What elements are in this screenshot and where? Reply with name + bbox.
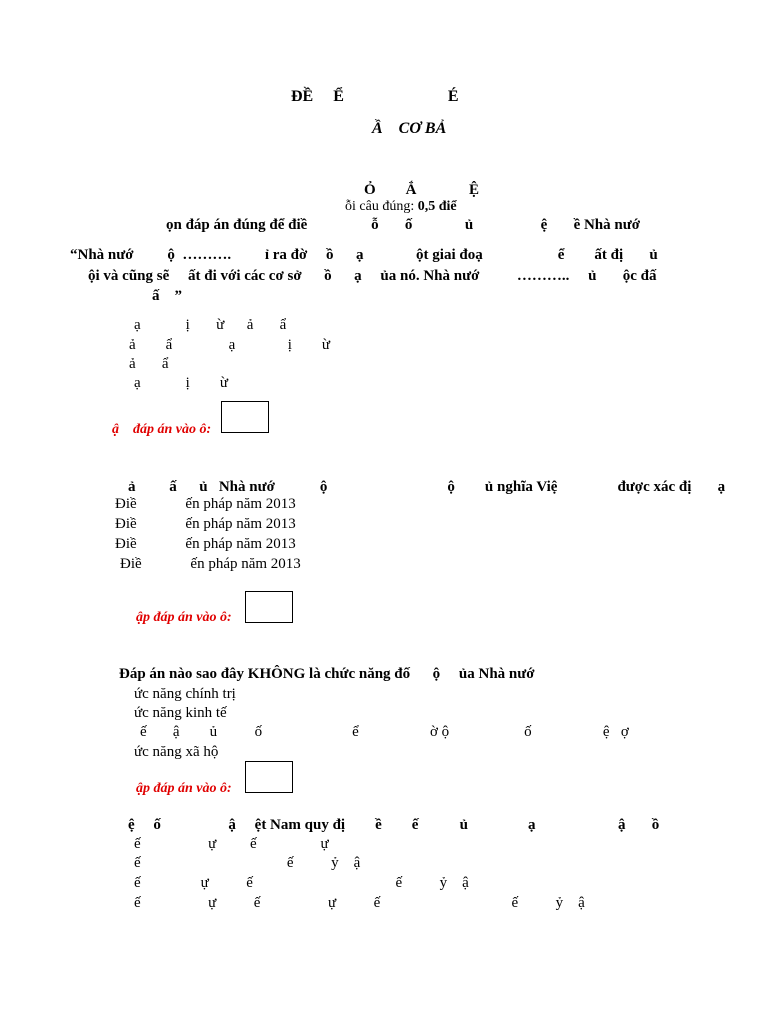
q2-answer-box[interactable] [245,591,293,623]
q2-option-c[interactable]: Điề ến pháp năm 2013 [115,536,296,552]
q2-answer-label: ập đáp án vào ô: [136,610,232,625]
q3-option-b[interactable]: ức năng kinh tế [134,705,227,721]
q4-question: ệ ố ậ ệt Nam quy đị ề ế ủ ạ ậ ồ [128,817,660,833]
q4-option-b[interactable]: ế ế ỷ ậ [134,855,361,871]
section-instruction: ọn đáp án đúng để điề ỗ ố ủ ệ ề Nhà nướ [166,217,641,233]
exam-subtitle: Ầ CƠ BẢ [372,120,447,137]
q1-quote-line-3: ấ ” [152,288,182,304]
q1-option-a[interactable]: ạ ị ừ ả ẩ [134,317,287,333]
q3-answer-box[interactable] [245,761,293,793]
points-note-prefix: ỗi câu đúng: [345,199,418,214]
q2-option-b[interactable]: Điề ến pháp năm 2013 [115,516,296,532]
q3-option-c[interactable]: ế ậ ủ ố ể ờ ộ ố ệ ợ [140,724,629,740]
q1-answer-box[interactable] [221,401,269,433]
q3-option-d[interactable]: ức năng xã hộ [134,744,219,760]
q2-question: ả ấ ủ Nhà nướ ộ ộ ủ nghĩa Việ được xác đị ạ [128,479,726,495]
q2-option-d[interactable]: Điề ến pháp năm 2013 [120,556,301,572]
q3-answer-label: ập đáp án vào ô: [136,781,232,796]
exam-title: ĐỀ Ể É [291,88,459,105]
q1-quote-line-1: “Nhà nướ ộ ………. ỉ ra đờ ồ ạ ột giai đoạ ể ất đị ủ [70,247,658,263]
q1-answer-label: ậ đáp án vào ô: [112,422,212,437]
q2-option-a[interactable]: Điề ến pháp năm 2013 [115,496,296,512]
section-heading: Ỏ Ắ Ệ [364,182,480,198]
q4-option-c[interactable]: ế ự ế ế ỷ ậ [134,875,469,891]
q4-option-d[interactable]: ế ự ế ự ế ế ỷ ậ [134,895,585,911]
q4-option-a[interactable]: ế ự ế ự [134,836,329,852]
points-note [345,198,457,216]
q1-quote-line-2: ội và cũng sẽ ất đi với các cơ sở ồ ạ ủa nó. Nhà nướ ……….. ủ ộc đấ [88,268,657,284]
q1-option-d[interactable]: ạ ị ừ [134,375,228,391]
q3-question: Đáp án nào sao đây KHÔNG là chức năng đố ộ ủa Nhà nướ [119,666,535,682]
q1-option-b[interactable]: ả ẩ ạ ị ừ [129,337,331,353]
q1-option-c[interactable]: ả ẩ [129,356,169,372]
points-note-value: 0,5 điể [417,199,457,214]
q3-option-a[interactable]: ức năng chính trị [134,686,236,702]
